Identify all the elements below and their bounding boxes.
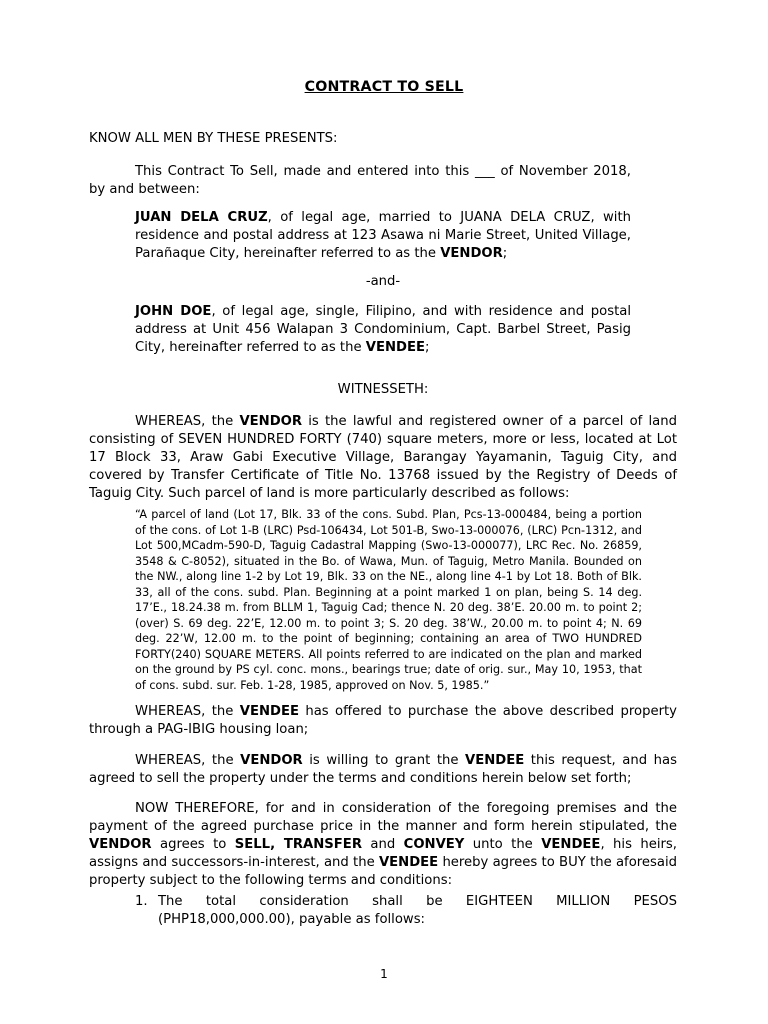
vendor-end: ;: [502, 246, 508, 261]
whereas-text: is the lawful and registered owner of a parcel of land consisting of SEVEN HUNDRED FORTY (740) square meters, more or less, located at Lot 17 Block 33, Araw Gabi Executive Village, Barangay Yayamanin, Taguig City, and covered by Transfer Certificate of Title No. 13768 issued by the Registry of Deeds of Taguig City. Such parcel of land is more particularly described as follows:: [89, 414, 677, 501]
preamble: KNOW ALL MEN BY THESE PRESENTS:: [89, 131, 338, 146]
term-1-line-1: The total consideration shall be EIGHTEEN MILLION PESOS: [158, 894, 677, 909]
witnesseth-heading: WITNESSETH:: [337, 382, 429, 397]
vendee-details: , of legal age, single, Filipino, and with residence and postal address at Unit 456 Walapan 3 Condominium, Capt. Barbel Street, Pasig City, hereinafter referred to as the: [135, 304, 631, 355]
whereas-text: this request, and has agreed to sell the property under the terms and conditions herein below set forth;: [89, 753, 677, 786]
clause-text: , his heirs, assigns and successors-in-interest, and the: [89, 837, 677, 870]
whereas-text: is willing to grant the: [302, 753, 466, 768]
term-number: 1.: [135, 894, 148, 909]
intro-paragraph: This Contract To Sell, made and entered into this ___ of November 2018, by and between:: [89, 164, 631, 197]
clause-text: unto the: [464, 837, 542, 852]
clause-text: and: [361, 837, 404, 852]
whereas-text: has offered to purchase the above described property through a PAG-IBIG housing loan;: [89, 704, 677, 737]
vendee-role: VENDEE: [239, 704, 299, 719]
vendor-role: VENDOR: [440, 246, 503, 261]
now-therefore-paragraph: [89, 800, 677, 890]
vendor-details: , of legal age, married to JUANA DELA CRUZ, with residence and postal address at 123 Asawa ni Marie Street, United Village, Parañaque City, hereinafter referred to as the: [135, 210, 632, 261]
clause-text: NOW THEREFORE, for and in consideration of the foregoing premises and the payment of the agreed purchase price in the manner and form herein stipulated, the: [89, 801, 677, 834]
and-separator: -and-: [365, 274, 401, 289]
page-number: 1: [380, 967, 388, 981]
vendor-role: VENDOR: [239, 414, 303, 429]
vendee-paragraph: [135, 303, 631, 357]
clause-text: hereby agrees to BUY the aforesaid property subject to the following terms and conditions:: [89, 855, 678, 888]
whereas-paragraph-2: [89, 703, 677, 739]
convey: CONVEY: [403, 837, 465, 852]
vendee-role: VENDEE: [541, 837, 601, 852]
vendor-name: JUAN DELA CRUZ: [135, 210, 268, 225]
term-1-line-2: (PHP18,000,000.00), payable as follows:: [158, 912, 426, 927]
vendee-role: VENDEE: [378, 855, 439, 870]
vendee-role: VENDEE: [365, 340, 425, 355]
clause-text: agrees to: [151, 837, 235, 852]
vendor-role: VENDOR: [240, 753, 303, 768]
land-description: “A parcel of land (Lot 17, Blk. 33 of the cons. Subd. Plan, Pcs-13-000484, being a portion of the cons. of Lot 1-B (LRC) Psd-106434, Lot 501-B, Swo-13-000076, (LRC) Pcn-1312, and Lot 500,MCadm-590-D, Taguig Cadastral Mapping (Swo-13-000077), LRC Rec. No. 26859, 3548 & C-8052), situated in the Bo. of Wawa, Mun. of Taguig, Metro Manila. Bounded on the NW., along line 1-2 by Lot 19, Blk. 33 on the NE., along line 4-1 by Lot 18. Both of Blk. 33, all of the cons. subd. Plan. Beginning at a point marked 1 on plan, being S. 14 deg. 17’E., 18.24.38 m. from BLLM 1, Taguig Cad; thence N. 20 deg. 38’E. 20.00 m. to point 2; (over) S. 69 deg. 22’E, 12.00 m. to point 3; S. 20 deg. 38’W., 20.00 m. to point 4; N. 69 deg. 22’W, 12.00 m. to the point of beginning; containing an area of TWO HUNDRED FORTY(240) SQUARE METERS. All points referred to are indicated on the plan and marked on the ground by PS cyl. conc. mons., bearings true; date of orig. sur., May 10, 1953, that of cons. subd. sur. Feb. 1-28, 1985, approved on Nov. 5, 1985.”: [135, 508, 642, 692]
whereas-text: WHEREAS, the: [135, 704, 240, 719]
sell-transfer: SELL, TRANSFER: [234, 837, 362, 852]
vendor-role: VENDOR: [89, 837, 152, 852]
vendee-name: JOHN DOE: [135, 304, 212, 319]
document-title: CONTRACT TO SELL: [304, 79, 464, 95]
whereas-paragraph-1: [89, 413, 677, 503]
whereas-text: WHEREAS, the: [135, 414, 240, 429]
whereas-paragraph-3: [89, 752, 677, 788]
vendee-role: VENDEE: [465, 753, 525, 768]
whereas-text: WHEREAS, the: [135, 753, 241, 768]
vendor-paragraph: [135, 209, 631, 263]
vendee-end: ;: [425, 340, 430, 355]
